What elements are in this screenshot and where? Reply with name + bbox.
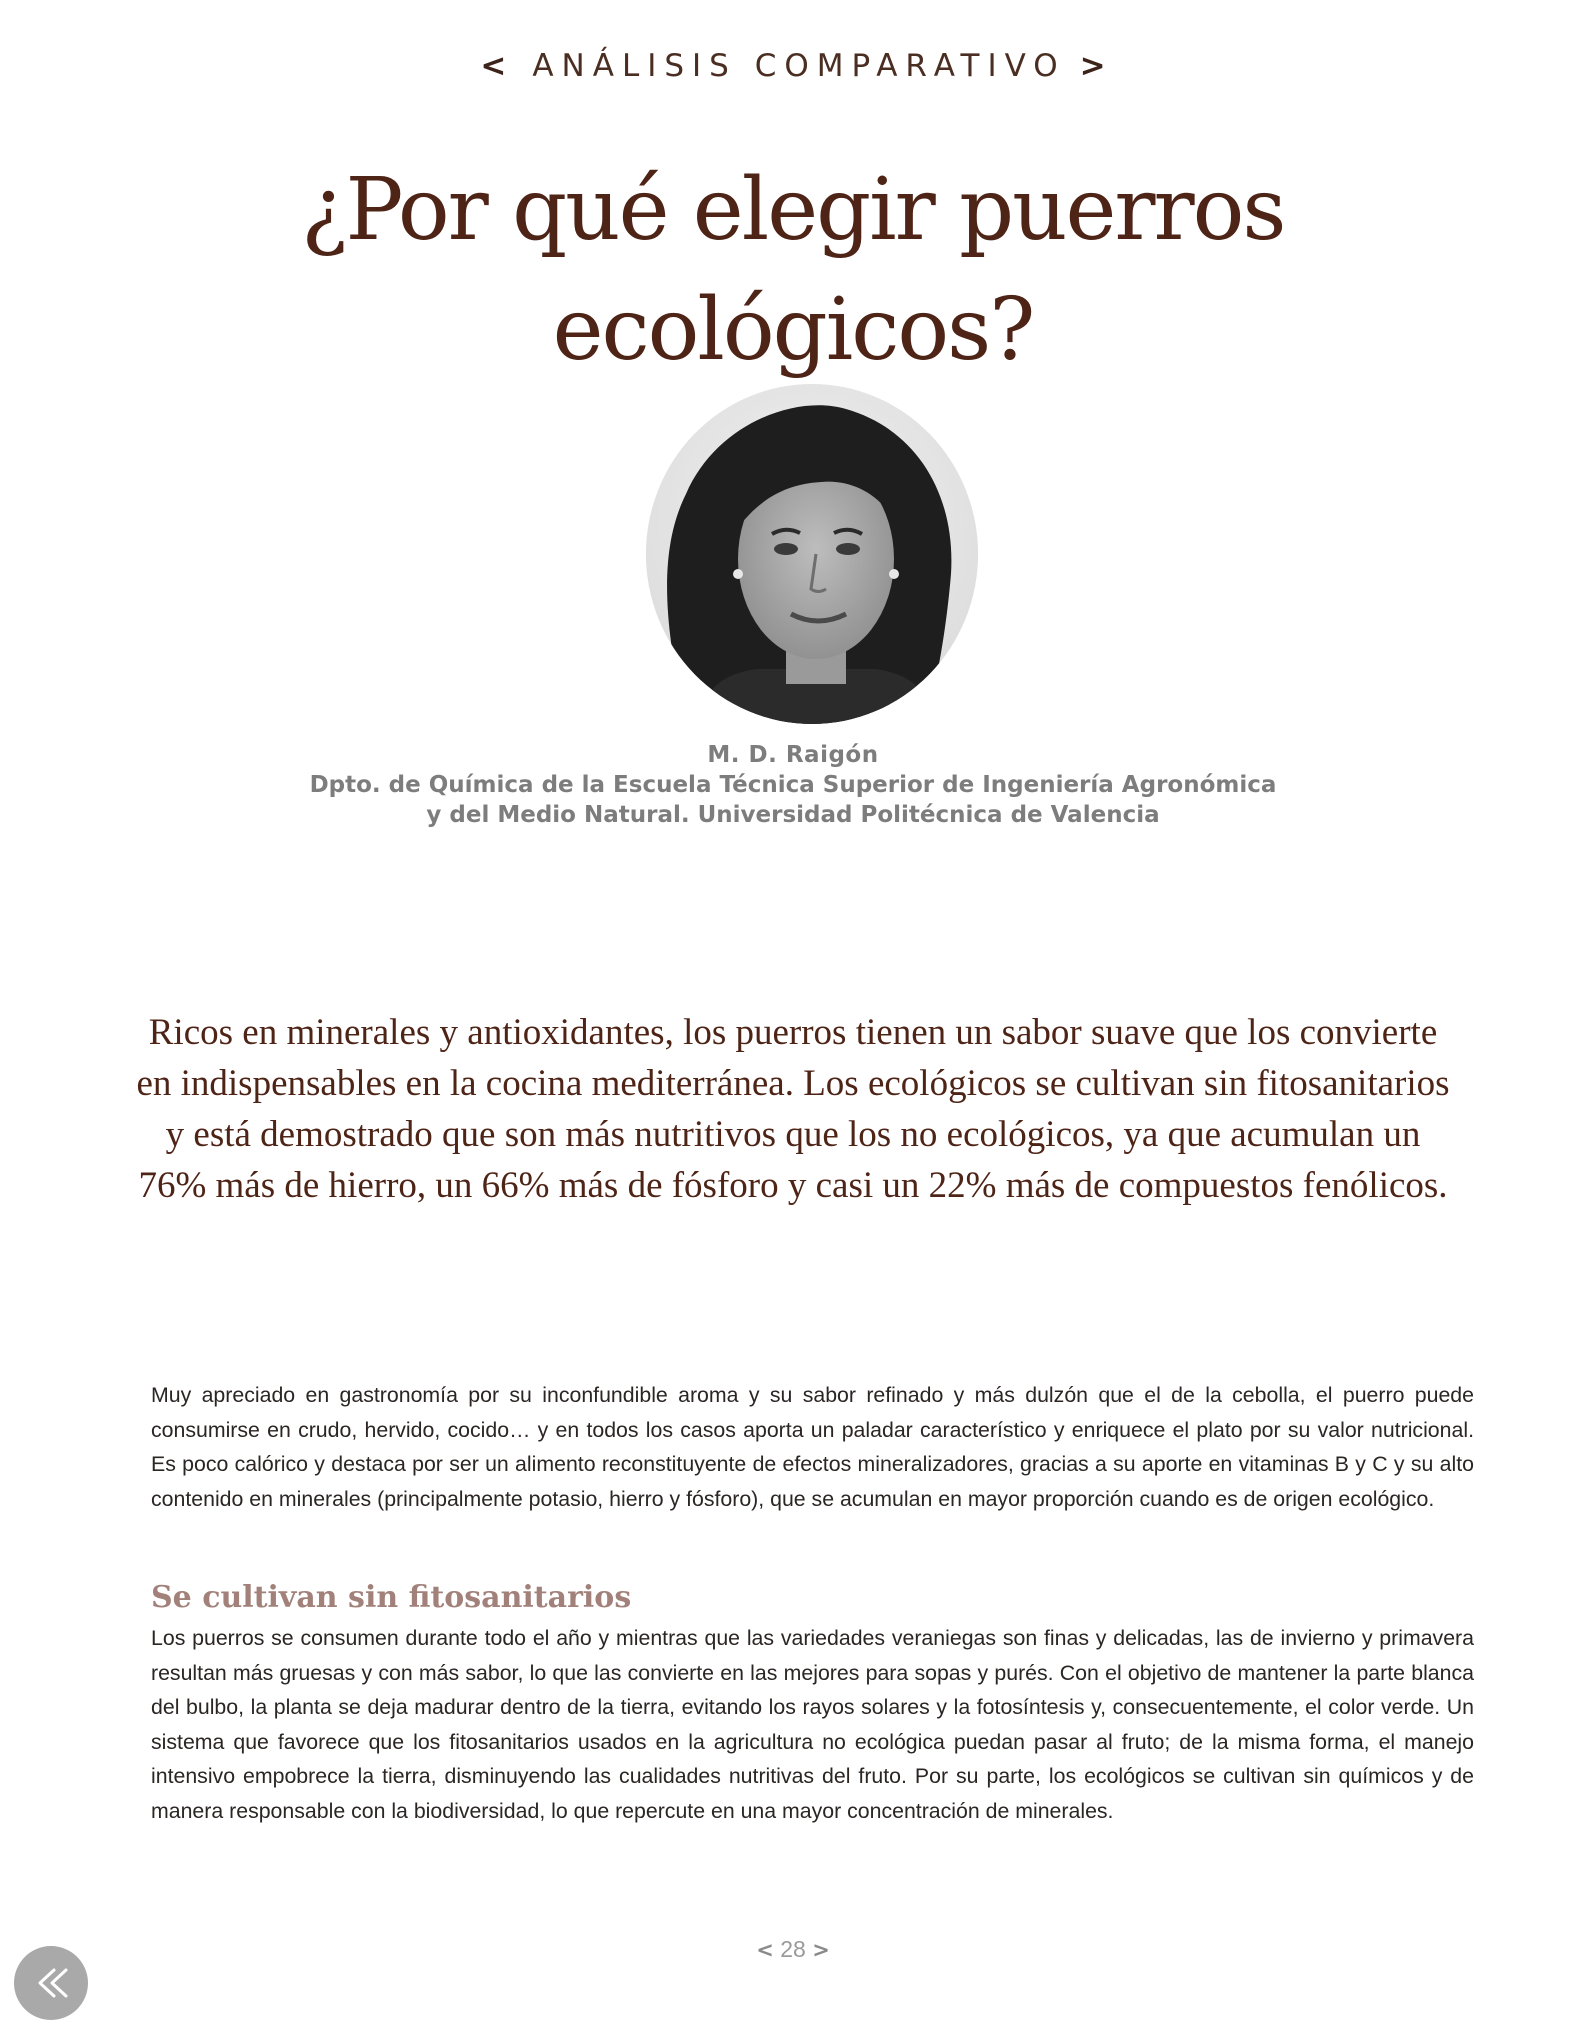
- author-photo: [646, 384, 978, 724]
- page-chevron-left-icon: <: [756, 1938, 774, 1962]
- body-paragraph-1: Muy apreciado en gastronomía por su inconfundible aroma y su sabor refinado y más dulzón que el de la cebolla, el puerro puede consumirse en crudo, hervido, cocido… y en todos los casos aporta un paladar característico y enriquece el plato por su valor nutricional. Es poco calórico y destaca por ser un alimento reconstituyente de efectos mineralizadores, gracias a su aporte en vitaminas B y C y su alto contenido en minerales (principalmente potasio, hierro y fósforo), que se acumulan en mayor proporción cuando es de origen ecológico.: [151, 1383, 1474, 1511]
- author-affiliation-line1: Dpto. de Química de la Escuela Técnica Superior de Ingeniería Agronómica: [309, 772, 1277, 798]
- chevron-left-icon: <: [480, 48, 507, 84]
- section-kicker: [0, 48, 1586, 84]
- body-paragraph-2: Los puerros se consumen durante todo el año y mientras que las variedades veraniegas son finas y delicadas, las de invierno y primavera resultan más gruesas y con más sabor, lo que las convierte en las mejores para sopas y purés. Con el objetivo de mantener la parte blanca del bulbo, la planta se deja madurar dentro de la tierra, evitando los rayos solares y la fotosíntesis y, consecuentemente, el color verde. Un sistema que favorece que los fitosanitarios usados en la agricultura no ecológica puedan pasar al fruto; de la misma forma, el manejo intensivo empobrece la tierra, disminuyendo las cualidades nutritivas del fruto. Por su parte, los ecológicos se cultivan sin químicos y de manera responsable con la biodiversidad, lo que repercute en una mayor concentración de minerales.: [151, 1626, 1474, 1823]
- page-chevron-right-icon: >: [812, 1938, 830, 1962]
- article-lede: Ricos en minerales y antioxidantes, los puerros tienen un sabor suave que los convierte en indispensables en la cocina mediterránea. Los ecológicos se cultivan sin fitosanitarios y está demostrado que son más nutritivos que los no ecológicos, ya que acumulan un 76% más de hierro, un 66% más de fósforo y casi un 22% más de compuestos fenólicos.: [136, 1012, 1450, 1206]
- author-name: M. D. Raigón: [707, 742, 879, 768]
- author-credit: [0, 740, 1586, 830]
- double-chevron-left-icon: [14, 1946, 88, 2020]
- article-title-line1: ¿Por qué elegir puerros: [301, 160, 1285, 260]
- author-portrait: [646, 384, 978, 724]
- article-title-line2: ecológicos?: [552, 280, 1034, 380]
- article-title: [0, 150, 1586, 390]
- page-number: [0, 1936, 1586, 1963]
- section-label: ANÁLISIS COMPARATIVO: [532, 48, 1066, 84]
- back-button[interactable]: [14, 1946, 88, 2020]
- chevron-right-icon: >: [1079, 48, 1106, 84]
- section-subheading: Se cultivan sin fitosanitarios: [151, 1580, 632, 1615]
- author-affiliation-line2: y del Medio Natural. Universidad Politécnica de Valencia: [426, 802, 1160, 828]
- page-number-value: 28: [780, 1936, 806, 1962]
